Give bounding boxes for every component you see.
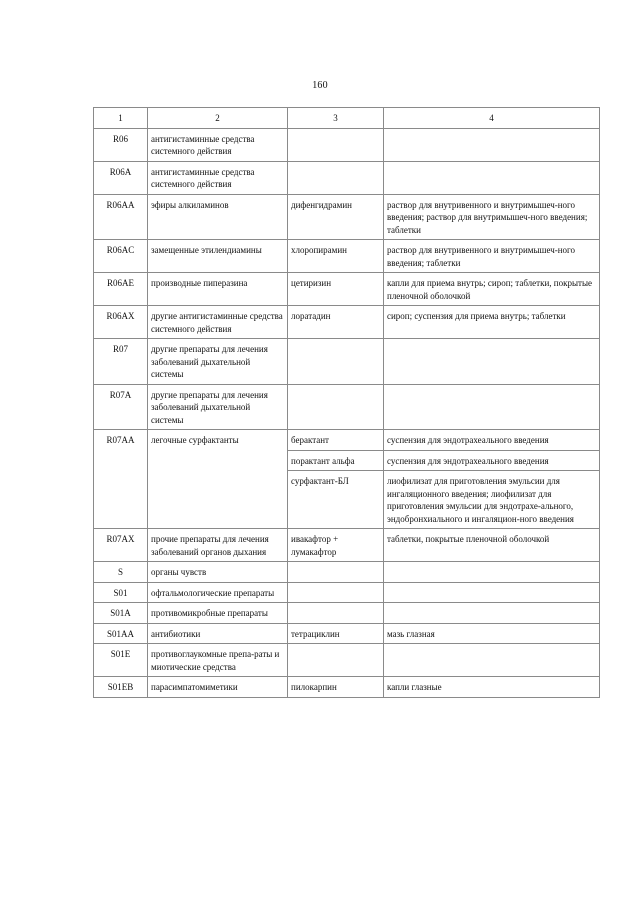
column-header-2: 2 — [148, 108, 288, 129]
group-cell: противомикробные препараты — [148, 603, 288, 624]
group-cell: офтальмологические препараты — [148, 582, 288, 603]
atc-code-cell: S01E — [94, 644, 148, 677]
group-cell: противоглаукомные препа-раты и миотические средства — [148, 644, 288, 677]
dosage-form-cell — [384, 603, 600, 624]
table-row — [94, 677, 600, 698]
atc-code-cell: S01EB — [94, 677, 148, 698]
dosage-form-cell: мазь глазная — [384, 623, 600, 644]
table-row — [94, 306, 600, 339]
atc-code-cell: S01A — [94, 603, 148, 624]
dosage-form-cell: таблетки, покрытые пленочной оболочкой — [384, 529, 600, 562]
drug-cell — [288, 582, 384, 603]
group-cell: замещенные этилендиамины — [148, 240, 288, 273]
dosage-form-cell: суспензия для эндотрахеального введения — [384, 430, 600, 451]
table-row — [94, 430, 600, 451]
drug-cell: лоратадин — [288, 306, 384, 339]
table-header-row — [94, 108, 600, 129]
dosage-form-cell: капли для приема внутрь; сироп; таблетки, покрытые пленочной оболочкой — [384, 273, 600, 306]
dosage-form-cell: раствор для внутривенного и внутримышеч-ного введения; таблетки — [384, 240, 600, 273]
group-cell: прочие препараты для лечения заболеваний органов дыхания — [148, 529, 288, 562]
dosage-form-cell: суспензия для эндотрахеального введения — [384, 450, 600, 471]
atc-code-cell: R06AC — [94, 240, 148, 273]
drug-cell: пилокарпин — [288, 677, 384, 698]
dosage-form-cell — [384, 384, 600, 430]
group-cell: другие препараты для лечения заболеваний дыхательной системы — [148, 384, 288, 430]
dosage-form-cell — [384, 582, 600, 603]
atc-code-cell: R06A — [94, 161, 148, 194]
atc-code-cell: R07A — [94, 384, 148, 430]
atc-code-cell: R07AA — [94, 430, 148, 529]
drug-cell: ивакафтор + лумакафтор — [288, 529, 384, 562]
table-row — [94, 194, 600, 240]
group-cell: легочные сурфактанты — [148, 430, 288, 529]
dosage-form-cell — [384, 339, 600, 385]
table-row — [94, 603, 600, 624]
table-row — [94, 623, 600, 644]
drug-cell — [288, 128, 384, 161]
table-row — [94, 161, 600, 194]
dosage-form-cell: лиофилизат для приготовления эмульсии для ингаляционного введения; лиофилизат для приготовления эмульсии для эндотрахе-ального, эндобронхиального и ингаляцион-ного введения — [384, 471, 600, 529]
dosage-form-cell: сироп; суспензия для приема внутрь; таблетки — [384, 306, 600, 339]
dosage-form-cell: капли глазные — [384, 677, 600, 698]
dosage-form-cell — [384, 161, 600, 194]
table-row — [94, 644, 600, 677]
column-header-3: 3 — [288, 108, 384, 129]
drug-cell: тетрациклин — [288, 623, 384, 644]
table-row — [94, 384, 600, 430]
dosage-form-cell — [384, 562, 600, 583]
drug-cell: сурфактант-БЛ — [288, 471, 384, 529]
group-cell: эфиры алкиламинов — [148, 194, 288, 240]
table-row — [94, 562, 600, 583]
table-row — [94, 339, 600, 385]
drug-cell: порактант альфа — [288, 450, 384, 471]
atc-code-cell: R06AX — [94, 306, 148, 339]
group-cell: антигистаминные средства системного действия — [148, 128, 288, 161]
drug-cell — [288, 161, 384, 194]
table-row — [94, 529, 600, 562]
dosage-form-cell — [384, 128, 600, 161]
group-cell: другие антигистаминные средства системного действия — [148, 306, 288, 339]
drug-cell — [288, 644, 384, 677]
atc-code-cell: R06AA — [94, 194, 148, 240]
atc-code-cell: R07 — [94, 339, 148, 385]
atc-code-cell: R06AE — [94, 273, 148, 306]
drug-cell — [288, 603, 384, 624]
drug-cell — [288, 384, 384, 430]
drug-cell — [288, 339, 384, 385]
drug-cell: берактант — [288, 430, 384, 451]
table-row — [94, 128, 600, 161]
group-cell: антигистаминные средства системного действия — [148, 161, 288, 194]
column-header-1: 1 — [94, 108, 148, 129]
atc-code-cell: S — [94, 562, 148, 583]
column-header-4: 4 — [384, 108, 600, 129]
dosage-form-cell — [384, 644, 600, 677]
group-cell: антибиотики — [148, 623, 288, 644]
dosage-form-cell: раствор для внутривенного и внутримышеч-ного введения; раствор для внутримышеч-ного введения; таблетки — [384, 194, 600, 240]
table-row — [94, 273, 600, 306]
atc-code-cell: R06 — [94, 128, 148, 161]
table-row — [94, 582, 600, 603]
group-cell: органы чувств — [148, 562, 288, 583]
page-number: 160 — [312, 80, 328, 91]
group-cell: производные пиперазина — [148, 273, 288, 306]
drug-cell: дифенгидрамин — [288, 194, 384, 240]
drug-cell — [288, 562, 384, 583]
table-row — [94, 240, 600, 273]
atc-code-cell: R07AX — [94, 529, 148, 562]
atc-code-cell: S01AA — [94, 623, 148, 644]
atc-code-cell: S01 — [94, 582, 148, 603]
drug-cell: хлоропирамин — [288, 240, 384, 273]
group-cell: другие препараты для лечения заболеваний дыхательной системы — [148, 339, 288, 385]
group-cell: парасимпатомиметики — [148, 677, 288, 698]
drug-cell: цетиризин — [288, 273, 384, 306]
drug-list-table — [93, 107, 600, 698]
